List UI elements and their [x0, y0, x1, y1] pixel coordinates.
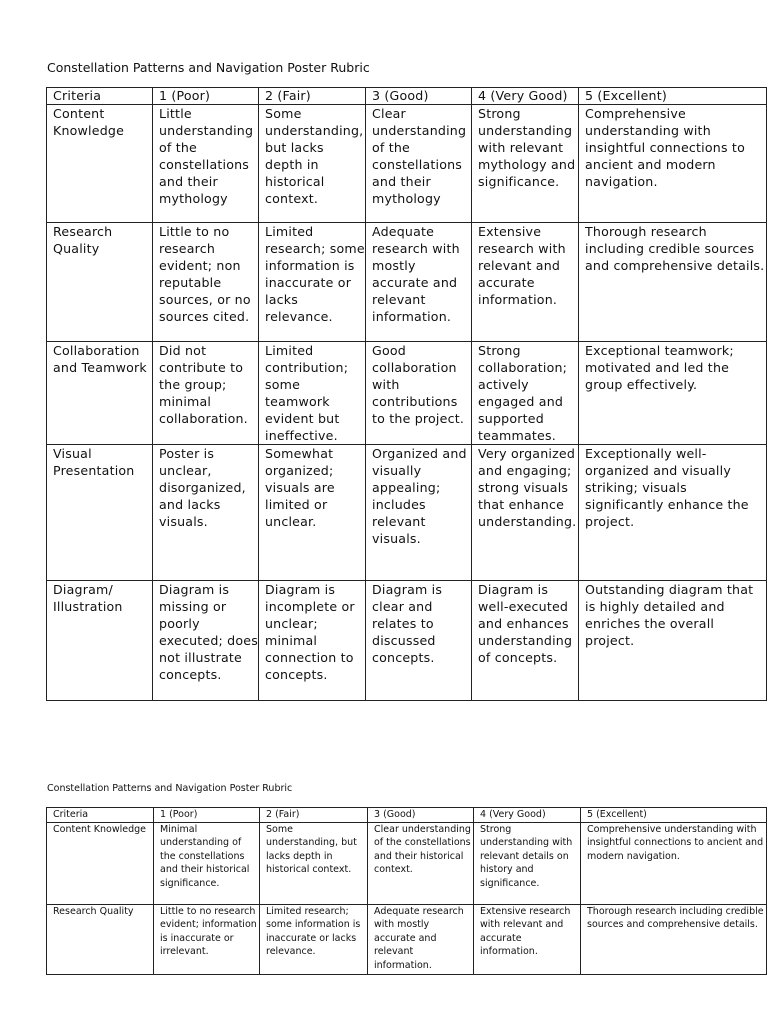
header-cell: 1 (Poor)	[153, 88, 259, 105]
table-cell: Diagram is well-executed and enhances understanding of concepts.	[472, 581, 579, 701]
rubric-table-2	[46, 807, 767, 975]
table-row	[47, 581, 767, 701]
table-cell: Diagram is missing or poorly executed; does not illustrate concepts.	[153, 581, 259, 701]
header-cell: 1 (Poor)	[154, 808, 260, 823]
table-cell: Clear understanding of the constellations and their historical context.	[368, 822, 474, 904]
criteria-cell: Diagram/ Illustration	[47, 581, 153, 701]
header-cell: 4 (Very Good)	[474, 808, 581, 823]
header-cell: 4 (Very Good)	[472, 88, 579, 105]
rubric-title-2: Constellation Patterns and Navigation Poster Rubric	[47, 783, 293, 794]
table-cell: Exceptionally well-organized and visually striking; visuals significantly enhance the project.	[579, 445, 767, 581]
header-cell: 5 (Excellent)	[579, 88, 767, 105]
table-cell: Poster is unclear, disorganized, and lacks visuals.	[153, 445, 259, 581]
table-cell: Comprehensive understanding with insightful connections to ancient and modern navigation.	[581, 822, 767, 904]
table-cell: Extensive research with relevant and accurate information.	[472, 223, 579, 342]
header-cell: Criteria	[47, 808, 154, 823]
rubric-table-1	[46, 87, 767, 701]
table-cell: Limited research; some information is inaccurate or lacks relevance.	[260, 904, 368, 974]
criteria-cell: Research Quality	[47, 223, 153, 342]
table-cell: Comprehensive understanding with insightful connections to ancient and modern navigation.	[579, 105, 767, 223]
table-header-row	[47, 88, 767, 105]
table-cell: Minimal understanding of the constellations and their historical significance.	[154, 822, 260, 904]
table-cell: Strong understanding with relevant details on history and significance.	[474, 822, 581, 904]
table-cell: Extensive research with relevant and accurate information.	[474, 904, 581, 974]
header-cell: 2 (Fair)	[260, 808, 368, 823]
criteria-cell: Content Knowledge	[47, 105, 153, 223]
header-cell: 3 (Good)	[366, 88, 472, 105]
table-cell: Did not contribute to the group; minimal collaboration.	[153, 342, 259, 445]
table-cell: Somewhat organized; visuals are limited or unclear.	[259, 445, 366, 581]
table-cell: Little understanding of the constellations and their mythology	[153, 105, 259, 223]
table-header-row	[47, 808, 767, 823]
table-cell: Limited research; some information is inaccurate or lacks relevance.	[259, 223, 366, 342]
table-row	[47, 342, 767, 445]
table-cell: Adequate research with mostly accurate and relevant information.	[366, 223, 472, 342]
rubric-title-1: Constellation Patterns and Navigation Poster Rubric	[47, 60, 370, 75]
table-cell: Very organized and engaging; strong visuals that enhance understanding.	[472, 445, 579, 581]
header-cell: 5 (Excellent)	[581, 808, 767, 823]
header-cell: 3 (Good)	[368, 808, 474, 823]
criteria-cell: Research Quality	[47, 904, 154, 974]
table-cell: Exceptional teamwork; motivated and led the group effectively.	[579, 342, 767, 445]
criteria-cell: Visual Presentation	[47, 445, 153, 581]
table-cell: Organized and visually appealing; includes relevant visuals.	[366, 445, 472, 581]
table-cell: Some understanding, but lacks depth in historical context.	[260, 822, 368, 904]
table-cell: Thorough research including credible sources and comprehensive details.	[579, 223, 767, 342]
table-cell: Diagram is incomplete or unclear; minimal connection to concepts.	[259, 581, 366, 701]
table-row	[47, 822, 767, 904]
table-row	[47, 904, 767, 974]
table-cell: Diagram is clear and relates to discussed concepts.	[366, 581, 472, 701]
table-row	[47, 105, 767, 223]
criteria-cell: Collaboration and Teamwork	[47, 342, 153, 445]
header-cell: Criteria	[47, 88, 153, 105]
header-cell: 2 (Fair)	[259, 88, 366, 105]
table-cell: Strong understanding with relevant mythology and significance.	[472, 105, 579, 223]
table-cell: Clear understanding of the constellations and their mythology	[366, 105, 472, 223]
table-cell: Good collaboration with contributions to the project.	[366, 342, 472, 445]
table-row	[47, 223, 767, 342]
table-row	[47, 445, 767, 581]
table-cell: Adequate research with mostly accurate and relevant information.	[368, 904, 474, 974]
table-cell: Little to no research evident; non reputable sources, or no sources cited.	[153, 223, 259, 342]
table-cell: Strong collaboration; actively engaged and supported teammates.	[472, 342, 579, 445]
table-cell: Thorough research including credible sources and comprehensive details.	[581, 904, 767, 974]
criteria-cell: Content Knowledge	[47, 822, 154, 904]
table-cell: Some understanding, but lacks depth in historical context.	[259, 105, 366, 223]
table-cell: Little to no research evident; information is inaccurate or irrelevant.	[154, 904, 260, 974]
table-cell: Limited contribution; some teamwork evident but ineffective.	[259, 342, 366, 445]
table-cell: Outstanding diagram that is highly detailed and enriches the overall project.	[579, 581, 767, 701]
